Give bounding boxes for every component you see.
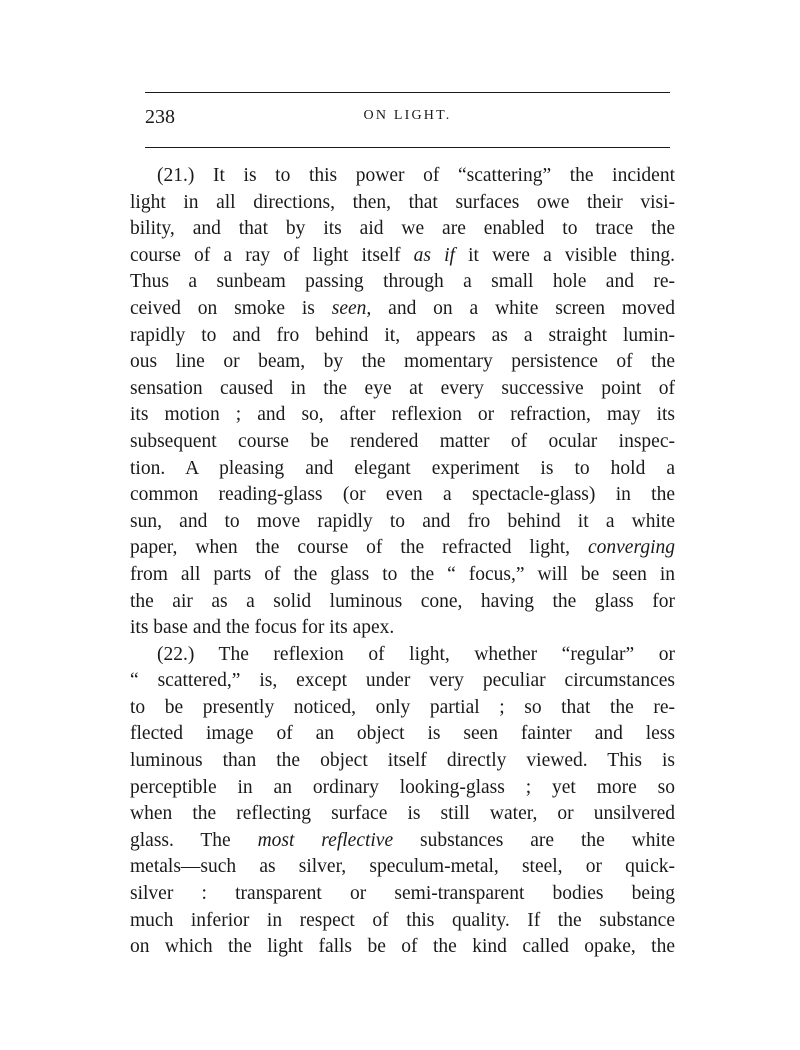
running-head [145, 106, 670, 136]
text-line: glass. The most reflective substances are the white [130, 829, 675, 851]
text-line: luminous than the object itself directly viewed. This is [130, 750, 675, 772]
text-line: Thus a sunbeam passing through a small hole and re- [130, 271, 675, 293]
running-title: ON LIGHT. [363, 108, 452, 123]
text-line: “ scattered,” is, except under very peculiar circumstances [130, 670, 675, 692]
text-line: when the reflecting surface is still water, or unsilvered [130, 803, 675, 825]
text-line: sun, and to move rapidly to and fro behind it a white [130, 510, 675, 532]
body-text [130, 163, 675, 961]
text-line: ous line or beam, by the momentary persistence of the [130, 351, 675, 373]
text-line: silver : transparent or semi-transparent bodies being [130, 883, 675, 905]
text-line: subsequent course be rendered matter of ocular inspec- [130, 430, 675, 452]
paragraph [130, 163, 675, 642]
text-line: sensation caused in the eye at every successive point of [130, 377, 675, 399]
text-line: perceptible in an ordinary looking-glass ; yet more so [130, 776, 675, 798]
text-line: much inferior in respect of this quality. If the substance [130, 909, 675, 931]
text-line: metals—such as silver, speculum-metal, steel, or quick- [130, 856, 675, 878]
text-line: ceived on smoke is seen, and on a white screen moved [130, 297, 675, 319]
text-line: light in all directions, then, that surfaces owe their visi- [130, 191, 675, 213]
text-line: its motion ; and so, after reflexion or refraction, may its [130, 404, 675, 426]
text-line: from all parts of the glass to the “ focus,” will be seen in [130, 563, 675, 585]
text-line: to be presently noticed, only partial ; so that the re- [130, 696, 675, 718]
text-line: course of a ray of light itself as if it were a visible thing. [130, 244, 675, 266]
text-line: rapidly to and fro behind it, appears as a straight lumin- [130, 324, 675, 346]
italic-emphasis: as if [413, 244, 455, 266]
text-line: paper, when the course of the refracted light, converging [130, 537, 675, 559]
page-number: 238 [145, 106, 175, 128]
text-line: (22.) The reflexion of light, whether “regular” or [157, 643, 675, 665]
text-line: bility, and that by its aid we are enabled to trace the [130, 218, 675, 240]
text-line: tion. A pleasing and elegant experiment is to hold a [130, 457, 675, 479]
header-rule-top [145, 92, 670, 93]
italic-emphasis: seen, [331, 297, 372, 319]
paragraph [130, 642, 675, 961]
header-rule-bottom [145, 147, 670, 148]
text-line: its base and the focus for its apex. [130, 617, 395, 639]
text-line: on which the light falls be of the kind called opake, the [130, 936, 675, 958]
text-line: flected image of an object is seen fainter and less [130, 723, 675, 745]
text-line: common reading-glass (or even a spectacle-glass) in the [130, 484, 675, 506]
italic-emphasis: most reflective [257, 829, 394, 851]
text-line: (21.) It is to this power of “scattering” the incident [157, 165, 675, 186]
italic-emphasis: converging [588, 537, 675, 559]
text-line: the air as a solid luminous cone, having the glass for [130, 590, 675, 612]
